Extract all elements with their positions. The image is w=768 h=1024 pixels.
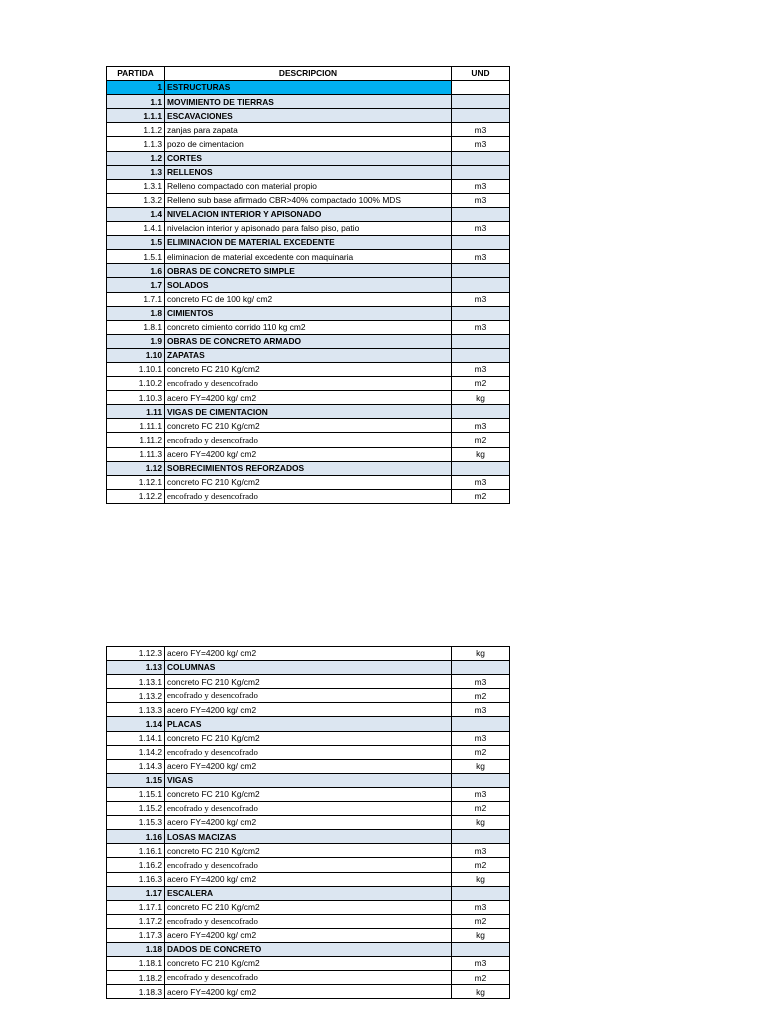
partida-cell: 1.6 xyxy=(107,264,165,278)
descripcion-cell: concreto FC 210 Kg/cm2 xyxy=(165,475,452,489)
descripcion-cell: nivelacion interior y apisonado para falso piso, patio xyxy=(165,222,452,236)
partida-cell: 1.11.3 xyxy=(107,447,165,461)
partida-cell: 1.14.3 xyxy=(107,759,165,773)
budget-rows-bottom xyxy=(107,647,510,999)
partida-cell: 1.13 xyxy=(107,661,165,675)
und-cell xyxy=(452,264,510,278)
section-row xyxy=(107,461,510,475)
und-cell: m3 xyxy=(452,419,510,433)
und-cell: m3 xyxy=(452,320,510,334)
partida-cell: 1.2 xyxy=(107,151,165,165)
partida-cell: 1.12.1 xyxy=(107,475,165,489)
descripcion-cell: encofrado y desencofrado xyxy=(165,914,452,928)
partida-cell: 1.3.1 xyxy=(107,179,165,193)
section-row xyxy=(107,278,510,292)
table-row xyxy=(107,137,510,151)
partida-cell: 1.11.2 xyxy=(107,433,165,447)
partida-cell: 1.16.2 xyxy=(107,858,165,872)
und-cell: kg xyxy=(452,928,510,942)
descripcion-cell: Relleno sub base afirmado CBR>40% compactado 100% MDS xyxy=(165,193,452,207)
table-row xyxy=(107,745,510,759)
partida-cell: 1.12 xyxy=(107,461,165,475)
table-row xyxy=(107,787,510,801)
und-cell xyxy=(452,306,510,320)
partida-cell: 1.17 xyxy=(107,886,165,900)
partida-cell: 1.14 xyxy=(107,717,165,731)
partida-cell: 1.17.1 xyxy=(107,900,165,914)
table-row xyxy=(107,475,510,489)
descripcion-cell: Relleno compactado con material propio xyxy=(165,179,452,193)
table-row xyxy=(107,703,510,717)
descripcion-cell: acero FY=4200 kg/ cm2 xyxy=(165,985,452,999)
descripcion-cell: RELLENOS xyxy=(165,165,452,179)
descripcion-cell: zanjas para zapata xyxy=(165,123,452,137)
section-row xyxy=(107,942,510,956)
partida-cell: 1.9 xyxy=(107,334,165,348)
und-cell: m2 xyxy=(452,377,510,391)
descripcion-cell: encofrado y desencofrado xyxy=(165,858,452,872)
und-cell xyxy=(452,151,510,165)
section-row xyxy=(107,886,510,900)
descripcion-cell: acero FY=4200 kg/ cm2 xyxy=(165,391,452,405)
und-cell: m3 xyxy=(452,900,510,914)
und-cell xyxy=(452,461,510,475)
table-row xyxy=(107,971,510,985)
descripcion-cell: encofrado y desencofrado xyxy=(165,971,452,985)
und-cell xyxy=(452,942,510,956)
section-row xyxy=(107,405,510,419)
und-cell: m2 xyxy=(452,689,510,703)
table-row xyxy=(107,362,510,376)
partida-cell: 1.18.2 xyxy=(107,971,165,985)
und-cell: kg xyxy=(452,447,510,461)
descripcion-cell: acero FY=4200 kg/ cm2 xyxy=(165,703,452,717)
header-descripcion: DESCRIPCION xyxy=(165,67,452,81)
partida-cell: 1.16 xyxy=(107,830,165,844)
und-cell: m2 xyxy=(452,745,510,759)
table-row xyxy=(107,433,510,447)
table-row xyxy=(107,647,510,661)
descripcion-cell: OBRAS DE CONCRETO ARMADO xyxy=(165,334,452,348)
partida-cell: 1.18.1 xyxy=(107,957,165,971)
und-cell: kg xyxy=(452,647,510,661)
descripcion-cell: ZAPATAS xyxy=(165,348,452,362)
partida-cell: 1.16.1 xyxy=(107,844,165,858)
und-cell xyxy=(452,278,510,292)
partida-cell: 1.8.1 xyxy=(107,320,165,334)
und-cell: m3 xyxy=(452,292,510,306)
descripcion-cell: concreto FC 210 Kg/cm2 xyxy=(165,362,452,376)
partida-cell: 1.4.1 xyxy=(107,222,165,236)
descripcion-cell: concreto FC 210 Kg/cm2 xyxy=(165,844,452,858)
und-cell xyxy=(452,886,510,900)
descripcion-cell: CIMIENTOS xyxy=(165,306,452,320)
descripcion-cell: encofrado y desencofrado xyxy=(165,489,452,503)
table-row xyxy=(107,675,510,689)
section-row xyxy=(107,236,510,250)
table-row xyxy=(107,250,510,264)
descripcion-cell: ELIMINACION DE MATERIAL EXCEDENTE xyxy=(165,236,452,250)
und-cell xyxy=(452,95,510,109)
descripcion-cell: acero FY=4200 kg/ cm2 xyxy=(165,647,452,661)
budget-rows-top xyxy=(107,81,510,504)
und-cell: m2 xyxy=(452,971,510,985)
und-cell xyxy=(452,405,510,419)
descripcion-cell: concreto FC de 100 kg/ cm2 xyxy=(165,292,452,306)
descripcion-cell: acero FY=4200 kg/ cm2 xyxy=(165,816,452,830)
descripcion-cell: acero FY=4200 kg/ cm2 xyxy=(165,872,452,886)
und-cell xyxy=(452,830,510,844)
descripcion-cell: acero FY=4200 kg/ cm2 xyxy=(165,928,452,942)
section-row xyxy=(107,165,510,179)
section-row xyxy=(107,773,510,787)
und-cell xyxy=(452,81,510,95)
table-row xyxy=(107,900,510,914)
und-cell: m2 xyxy=(452,802,510,816)
partida-cell: 1.15.2 xyxy=(107,802,165,816)
partida-cell: 1.10 xyxy=(107,348,165,362)
partida-cell: 1.3 xyxy=(107,165,165,179)
section-row xyxy=(107,717,510,731)
und-cell: m3 xyxy=(452,675,510,689)
budget-table-bottom xyxy=(106,646,510,999)
descripcion-cell: concreto FC 210 Kg/cm2 xyxy=(165,419,452,433)
und-cell: m3 xyxy=(452,703,510,717)
section-row xyxy=(107,830,510,844)
partida-cell: 1.17.3 xyxy=(107,928,165,942)
table-row xyxy=(107,816,510,830)
descripcion-cell: ESCALERA xyxy=(165,886,452,900)
partida-cell: 1.8 xyxy=(107,306,165,320)
und-cell xyxy=(452,661,510,675)
partida-cell: 1.7 xyxy=(107,278,165,292)
table-row xyxy=(107,985,510,999)
partida-cell: 1.13.3 xyxy=(107,703,165,717)
descripcion-cell: COLUMNAS xyxy=(165,661,452,675)
und-cell: m3 xyxy=(452,250,510,264)
und-cell: m3 xyxy=(452,222,510,236)
descripcion-cell: encofrado y desencofrado xyxy=(165,689,452,703)
partida-cell: 1.18.3 xyxy=(107,985,165,999)
partida-cell: 1.1.1 xyxy=(107,109,165,123)
descripcion-cell: concreto FC 210 Kg/cm2 xyxy=(165,675,452,689)
und-cell: m3 xyxy=(452,844,510,858)
descripcion-cell: ESTRUCTURAS xyxy=(165,81,452,95)
partida-cell: 1.5.1 xyxy=(107,250,165,264)
section-row xyxy=(107,151,510,165)
table-row xyxy=(107,872,510,886)
table-row xyxy=(107,193,510,207)
und-cell: m3 xyxy=(452,137,510,151)
und-cell: m3 xyxy=(452,475,510,489)
table-row xyxy=(107,320,510,334)
descripcion-cell: encofrado y desencofrado xyxy=(165,802,452,816)
table-row xyxy=(107,858,510,872)
table-row xyxy=(107,179,510,193)
descripcion-cell: acero FY=4200 kg/ cm2 xyxy=(165,447,452,461)
section-row xyxy=(107,207,510,221)
partida-cell: 1.15.3 xyxy=(107,816,165,830)
und-cell: kg xyxy=(452,872,510,886)
und-cell: kg xyxy=(452,816,510,830)
section-row xyxy=(107,348,510,362)
und-cell xyxy=(452,109,510,123)
table-row xyxy=(107,377,510,391)
section-row xyxy=(107,306,510,320)
descripcion-cell: encofrado y desencofrado xyxy=(165,433,452,447)
descripcion-cell: MOVIMIENTO DE TIERRAS xyxy=(165,95,452,109)
section-row xyxy=(107,95,510,109)
section-row xyxy=(107,264,510,278)
partida-cell: 1.12.2 xyxy=(107,489,165,503)
partida-cell: 1.1 xyxy=(107,95,165,109)
partida-cell: 1.1.3 xyxy=(107,137,165,151)
und-cell: m3 xyxy=(452,362,510,376)
table-row xyxy=(107,123,510,137)
table-row xyxy=(107,689,510,703)
und-cell xyxy=(452,717,510,731)
und-cell xyxy=(452,236,510,250)
partida-cell: 1.7.1 xyxy=(107,292,165,306)
und-cell: m3 xyxy=(452,731,510,745)
partida-cell: 1.12.3 xyxy=(107,647,165,661)
descripcion-cell: VIGAS xyxy=(165,773,452,787)
descripcion-cell: DADOS DE CONCRETO xyxy=(165,942,452,956)
descripcion-cell: acero FY=4200 kg/ cm2 xyxy=(165,759,452,773)
descripcion-cell: OBRAS DE CONCRETO SIMPLE xyxy=(165,264,452,278)
section-row xyxy=(107,334,510,348)
header-partida: PARTIDA xyxy=(107,67,165,81)
descripcion-cell: SOBRECIMIENTOS REFORZADOS xyxy=(165,461,452,475)
header-und: UND xyxy=(452,67,510,81)
descripcion-cell: concreto FC 210 Kg/cm2 xyxy=(165,731,452,745)
partida-cell: 1.1.2 xyxy=(107,123,165,137)
table-row xyxy=(107,222,510,236)
und-cell xyxy=(452,773,510,787)
partida-cell: 1.14.1 xyxy=(107,731,165,745)
partida-cell: 1.10.1 xyxy=(107,362,165,376)
table-row xyxy=(107,292,510,306)
table-row xyxy=(107,489,510,503)
table-row xyxy=(107,447,510,461)
section-row xyxy=(107,661,510,675)
und-cell xyxy=(452,348,510,362)
partida-cell: 1.3.2 xyxy=(107,193,165,207)
section-row xyxy=(107,109,510,123)
table-row xyxy=(107,928,510,942)
partida-cell: 1.4 xyxy=(107,207,165,221)
descripcion-cell: eliminacion de material excedente con maquinaria xyxy=(165,250,452,264)
partida-cell: 1.14.2 xyxy=(107,745,165,759)
descripcion-cell: SOLADOS xyxy=(165,278,452,292)
partida-cell: 1 xyxy=(107,81,165,95)
table-row xyxy=(107,802,510,816)
und-cell: kg xyxy=(452,759,510,773)
und-cell: m3 xyxy=(452,787,510,801)
table-row xyxy=(107,731,510,745)
section-row xyxy=(107,81,510,95)
partida-cell: 1.10.3 xyxy=(107,391,165,405)
und-cell: m3 xyxy=(452,179,510,193)
und-cell: m2 xyxy=(452,489,510,503)
partida-cell: 1.11.1 xyxy=(107,419,165,433)
partida-cell: 1.5 xyxy=(107,236,165,250)
table-row xyxy=(107,759,510,773)
descripcion-cell: pozo de cimentacion xyxy=(165,137,452,151)
und-cell: m3 xyxy=(452,123,510,137)
partida-cell: 1.15 xyxy=(107,773,165,787)
descripcion-cell: concreto FC 210 Kg/cm2 xyxy=(165,957,452,971)
und-cell: m3 xyxy=(452,957,510,971)
descripcion-cell: PLACAS xyxy=(165,717,452,731)
table-row xyxy=(107,844,510,858)
table-row xyxy=(107,391,510,405)
partida-cell: 1.18 xyxy=(107,942,165,956)
und-cell: m2 xyxy=(452,914,510,928)
descripcion-cell: encofrado y desencofrado xyxy=(165,745,452,759)
und-cell: m3 xyxy=(452,193,510,207)
und-cell: m2 xyxy=(452,858,510,872)
descripcion-cell: concreto FC 210 Kg/cm2 xyxy=(165,900,452,914)
descripcion-cell: ESCAVACIONES xyxy=(165,109,452,123)
und-cell: kg xyxy=(452,391,510,405)
descripcion-cell: concreto cimiento corrido 110 kg cm2 xyxy=(165,320,452,334)
und-cell xyxy=(452,207,510,221)
descripcion-cell: LOSAS MACIZAS xyxy=(165,830,452,844)
partida-cell: 1.11 xyxy=(107,405,165,419)
und-cell: kg xyxy=(452,985,510,999)
header-row xyxy=(107,67,510,81)
descripcion-cell: NIVELACION INTERIOR Y APISONADO xyxy=(165,207,452,221)
descripcion-cell: CORTES xyxy=(165,151,452,165)
table-row xyxy=(107,957,510,971)
partida-cell: 1.17.2 xyxy=(107,914,165,928)
descripcion-cell: VIGAS DE CIMENTACION xyxy=(165,405,452,419)
descripcion-cell: encofrado y desencofrado xyxy=(165,377,452,391)
partida-cell: 1.13.2 xyxy=(107,689,165,703)
table-row xyxy=(107,419,510,433)
partida-cell: 1.10.2 xyxy=(107,377,165,391)
descripcion-cell: concreto FC 210 Kg/cm2 xyxy=(165,787,452,801)
partida-cell: 1.16.3 xyxy=(107,872,165,886)
partida-cell: 1.13.1 xyxy=(107,675,165,689)
partida-cell: 1.15.1 xyxy=(107,787,165,801)
und-cell xyxy=(452,165,510,179)
table-row xyxy=(107,914,510,928)
und-cell: m2 xyxy=(452,433,510,447)
budget-table-top xyxy=(106,66,510,504)
und-cell xyxy=(452,334,510,348)
